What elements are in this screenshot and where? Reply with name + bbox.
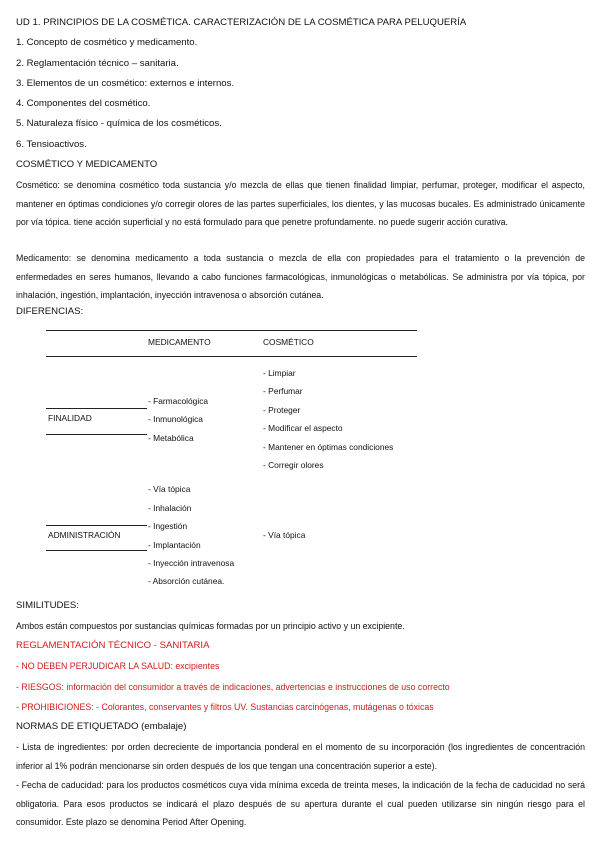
medicamento-finalidad-item: - Metabólica <box>148 433 194 443</box>
row-label-rule <box>46 408 147 409</box>
similitudes-heading: SIMILITUDES: <box>16 600 79 611</box>
medicamento-finalidad-item: - Farmacológica <box>148 396 209 406</box>
index-item: 4. Componentes del cosmético. <box>16 98 151 109</box>
document-title: UD 1. PRINCIPIOS DE LA COSMÉTICA. CARACTERIZACIÓN DE LA COSMÉTICA PARA PELUQUERÍA <box>16 17 467 28</box>
section-heading-cosmetico-medicamento: COSMÉTICO Y MEDICAMENTO <box>16 159 158 170</box>
cosmetico-finalidad-item: - Modificar el aspecto <box>263 423 343 433</box>
cosmetico-finalidad-item: - Proteger <box>263 405 301 415</box>
index-item: 1. Concepto de cosmético y medicamento. <box>16 37 198 48</box>
row-label-administracion: ADMINISTRACIÓN <box>48 530 121 540</box>
cosmetico-finalidad-item: - Corregir olores <box>263 460 324 470</box>
medicamento-administracion-item: - Implantación <box>148 540 201 550</box>
row-label-rule <box>46 434 147 435</box>
reglamentacion-item: - NO DEBEN PERJUDICAR LA SALUD: excipientes <box>16 661 220 671</box>
row-label-rule <box>46 550 147 551</box>
column-header-medicamento: MEDICAMENTO <box>148 337 211 347</box>
row-label-finalidad: FINALIDAD <box>48 413 92 423</box>
medicamento-administracion-item: - Vía tópica <box>148 484 191 494</box>
reglamentacion-heading: REGLAMENTACIÓN TÉCNICO - SANITARIA <box>16 640 210 651</box>
similitudes-text: Ambos están compuestos por sustancias químicas formadas por un principio activo y un excipiente. <box>16 621 405 631</box>
paragraph-medicamento: Medicamento: se denomina medicamento a toda sustancia o mezcla de ella con propiedades para el tratamiento o la prevención de enfermedades en seres humanos, llevando a cabo funciones farmacológicas, inmunológicas o metabólicas. Se administra por vía tópica, por inhalación, ingestión, implantación, inyección intravenosa o absorción cutánea. <box>16 253 585 300</box>
medicamento-administracion-item: - Absorción cutánea. <box>148 576 225 586</box>
medicamento-administracion-item: - Inyección intravenosa <box>148 558 235 568</box>
cosmetico-administracion-item: - Vía tópica <box>263 530 306 540</box>
cosmetico-finalidad-item: - Perfumar <box>263 386 303 396</box>
paragraph-cosmetico: Cosmético: se denomina cosmético toda sustancia y/o mezcla de ellas que tienen finalidad limpiar, perfumar, proteger, modificar el aspecto, mantener en óptimas condiciones y/o corregir olores de las partes superficiales, los dientes, y las mucosas bucales. Es administrado únicamente por vía tópica. tiene acción superficial y no está formulado para que penetre profundamente. no puede sugerir acción curativa. <box>16 180 585 227</box>
etiquetado-heading: NORMAS DE ETIQUETADO (embalaje) <box>16 721 187 732</box>
table-rule-top <box>46 330 417 331</box>
index-item: 3. Elementos de un cosmético: externos e internos. <box>16 78 235 89</box>
reglamentacion-item: - RIESGOS: información del consumidor a través de indicaciones, advertencias e instrucciones de uso correcto <box>16 682 450 692</box>
medicamento-finalidad-item: - Inmunológica <box>148 414 203 424</box>
cosmetico-finalidad-item: - Limpiar <box>263 368 296 378</box>
row-label-rule <box>46 525 147 526</box>
index-item: 6. Tensioactivos. <box>16 139 87 150</box>
index-item: 5. Naturaleza físico - química de los cosméticos. <box>16 118 222 129</box>
diferencias-heading: DIFERENCIAS: <box>16 306 84 317</box>
medicamento-administracion-item: - Inhalación <box>148 503 192 513</box>
table-rule-header <box>46 356 417 357</box>
medicamento-administracion-item: - Ingestión <box>148 521 188 531</box>
cosmetico-finalidad-item: - Mantener en óptimas condiciones <box>263 442 394 452</box>
reglamentacion-item: - PROHIBICIONES: - Colorantes, conservantes y filtros UV. Sustancias carcinógenas, mutágenas o tóxicas <box>16 702 434 712</box>
paragraph-lista-ingredientes: - Lista de ingredientes: por orden decreciente de importancia ponderal en el momento de su incorporación (los ingredientes de concentración inferior al 1% podrán mencionarse sin orden después de los que tengan una concentración superior a este). <box>16 742 585 771</box>
paragraph-fecha-caducidad: - Fecha de caducidad: para los productos cosméticos cuya vida mínima exceda de treinta meses, la indicación de la fecha de caducidad no será obligatoria. Para esos productos se indicará el plazo después de su apertura durante el cual pueden utilizarse sin ningún riesgo para el consumidor. Este plazo se denomina Period After Opening. <box>16 780 585 827</box>
index-item: 2. Reglamentación técnico – sanitaria. <box>16 58 179 69</box>
column-header-cosmetico: COSMÉTICO <box>263 337 314 347</box>
